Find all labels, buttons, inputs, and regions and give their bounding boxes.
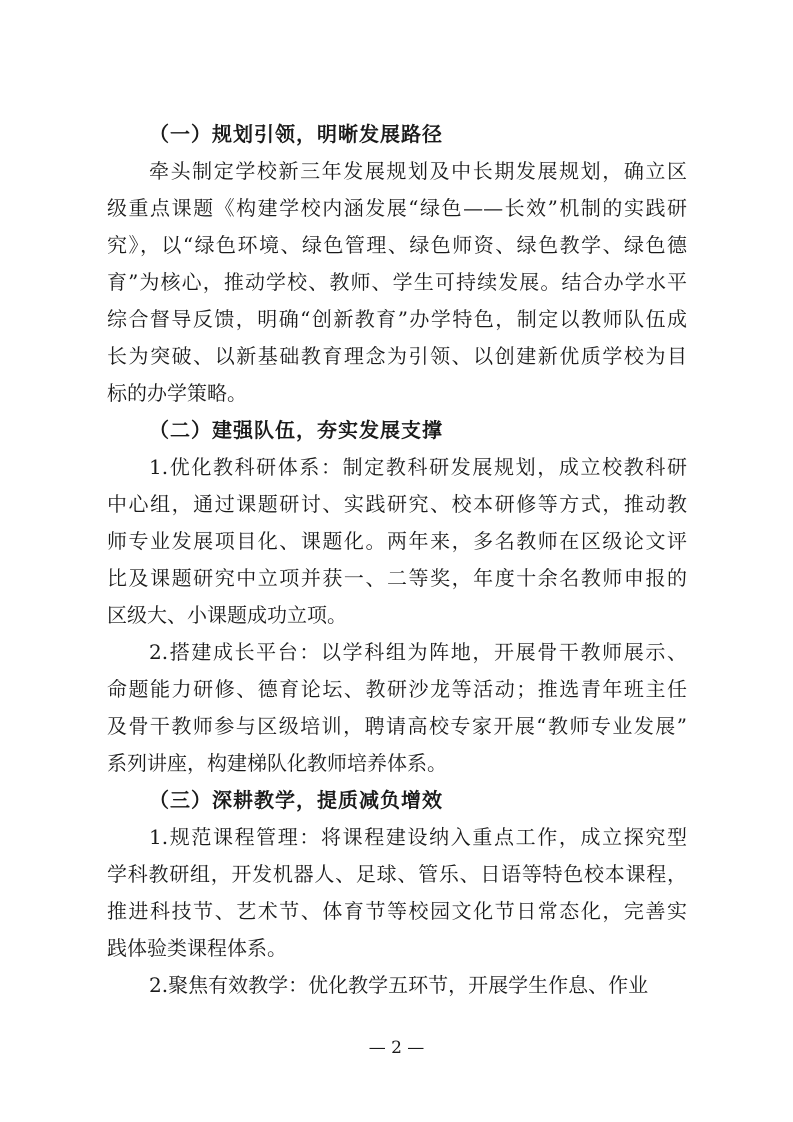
paragraph	[107, 819, 687, 967]
text-line: 长为突破、以新基础教育理念为引领、以创建新优质学校为目	[107, 344, 687, 368]
paragraph	[107, 634, 687, 782]
text-line: 推进科技节、艺术节、体育节等校园文化节日常态化，完善实	[107, 899, 687, 923]
text-line: 级重点课题《构建学校内涵发展“绿色——长效”机制的实践研	[107, 196, 687, 220]
text-line: 1.优化教科研体系：制定教科研发展规划，成立校教科研	[149, 455, 687, 479]
page-number: — 2 —	[368, 1038, 425, 1058]
text-line: 2.搭建成长平台：以学科组为阵地，开展骨干教师展示、	[149, 640, 687, 664]
text-line: 师专业发展项目化、课题化。两年来，多名教师在区级论文评	[107, 529, 687, 553]
text-line: 1.规范课程管理：将课程建设纳入重点工作，成立探究型	[149, 825, 687, 849]
text-line: 区级大、小课题成功立项。	[107, 603, 347, 627]
text-line: 牵头制定学校新三年发展规划及中长期发展规划，确立区	[149, 159, 687, 183]
text-line: 命题能力研修、德育论坛、教研沙龙等活动；推选青年班主任	[107, 677, 687, 701]
paragraph	[107, 449, 687, 634]
paragraph	[107, 967, 687, 1004]
text-line: 学科教研组，开发机器人、足球、管乐、日语等特色校本课程，	[107, 862, 687, 886]
text-line: 综合督导反馈，明确“创新教育”办学特色，制定以教师队伍成	[107, 307, 687, 331]
text-line: 2.聚焦有效教学：优化教学五环节，开展学生作息、作业	[149, 973, 649, 997]
section-heading: （三）深耕教学，提质减负增效	[149, 788, 443, 812]
document-body	[107, 116, 687, 1004]
section-heading: （一）规划引领，明晰发展路径	[149, 122, 443, 146]
text-line: 践体验类课程体系。	[107, 936, 287, 960]
text-line: 育”为核心，推动学校、教师、学生可持续发展。结合办学水平	[107, 270, 687, 294]
text-line: 中心组，通过课题研讨、实践研究、校本研修等方式，推动教	[107, 492, 687, 516]
text-line: 标的办学策略。	[107, 381, 247, 405]
paragraph	[107, 153, 687, 412]
text-line: 系列讲座，构建梯队化教师培养体系。	[107, 751, 447, 775]
text-line: 及骨干教师参与区级培训，聘请高校专家开展“教师专业发展”	[107, 714, 687, 738]
text-line: 究》，以“绿色环境、绿色管理、绿色师资、绿色教学、绿色德	[107, 233, 687, 257]
section-heading: （二）建强队伍，夯实发展支撑	[149, 418, 443, 442]
text-line: 比及课题研究中立项并获一、二等奖，年度十余名教师申报的	[107, 566, 687, 590]
